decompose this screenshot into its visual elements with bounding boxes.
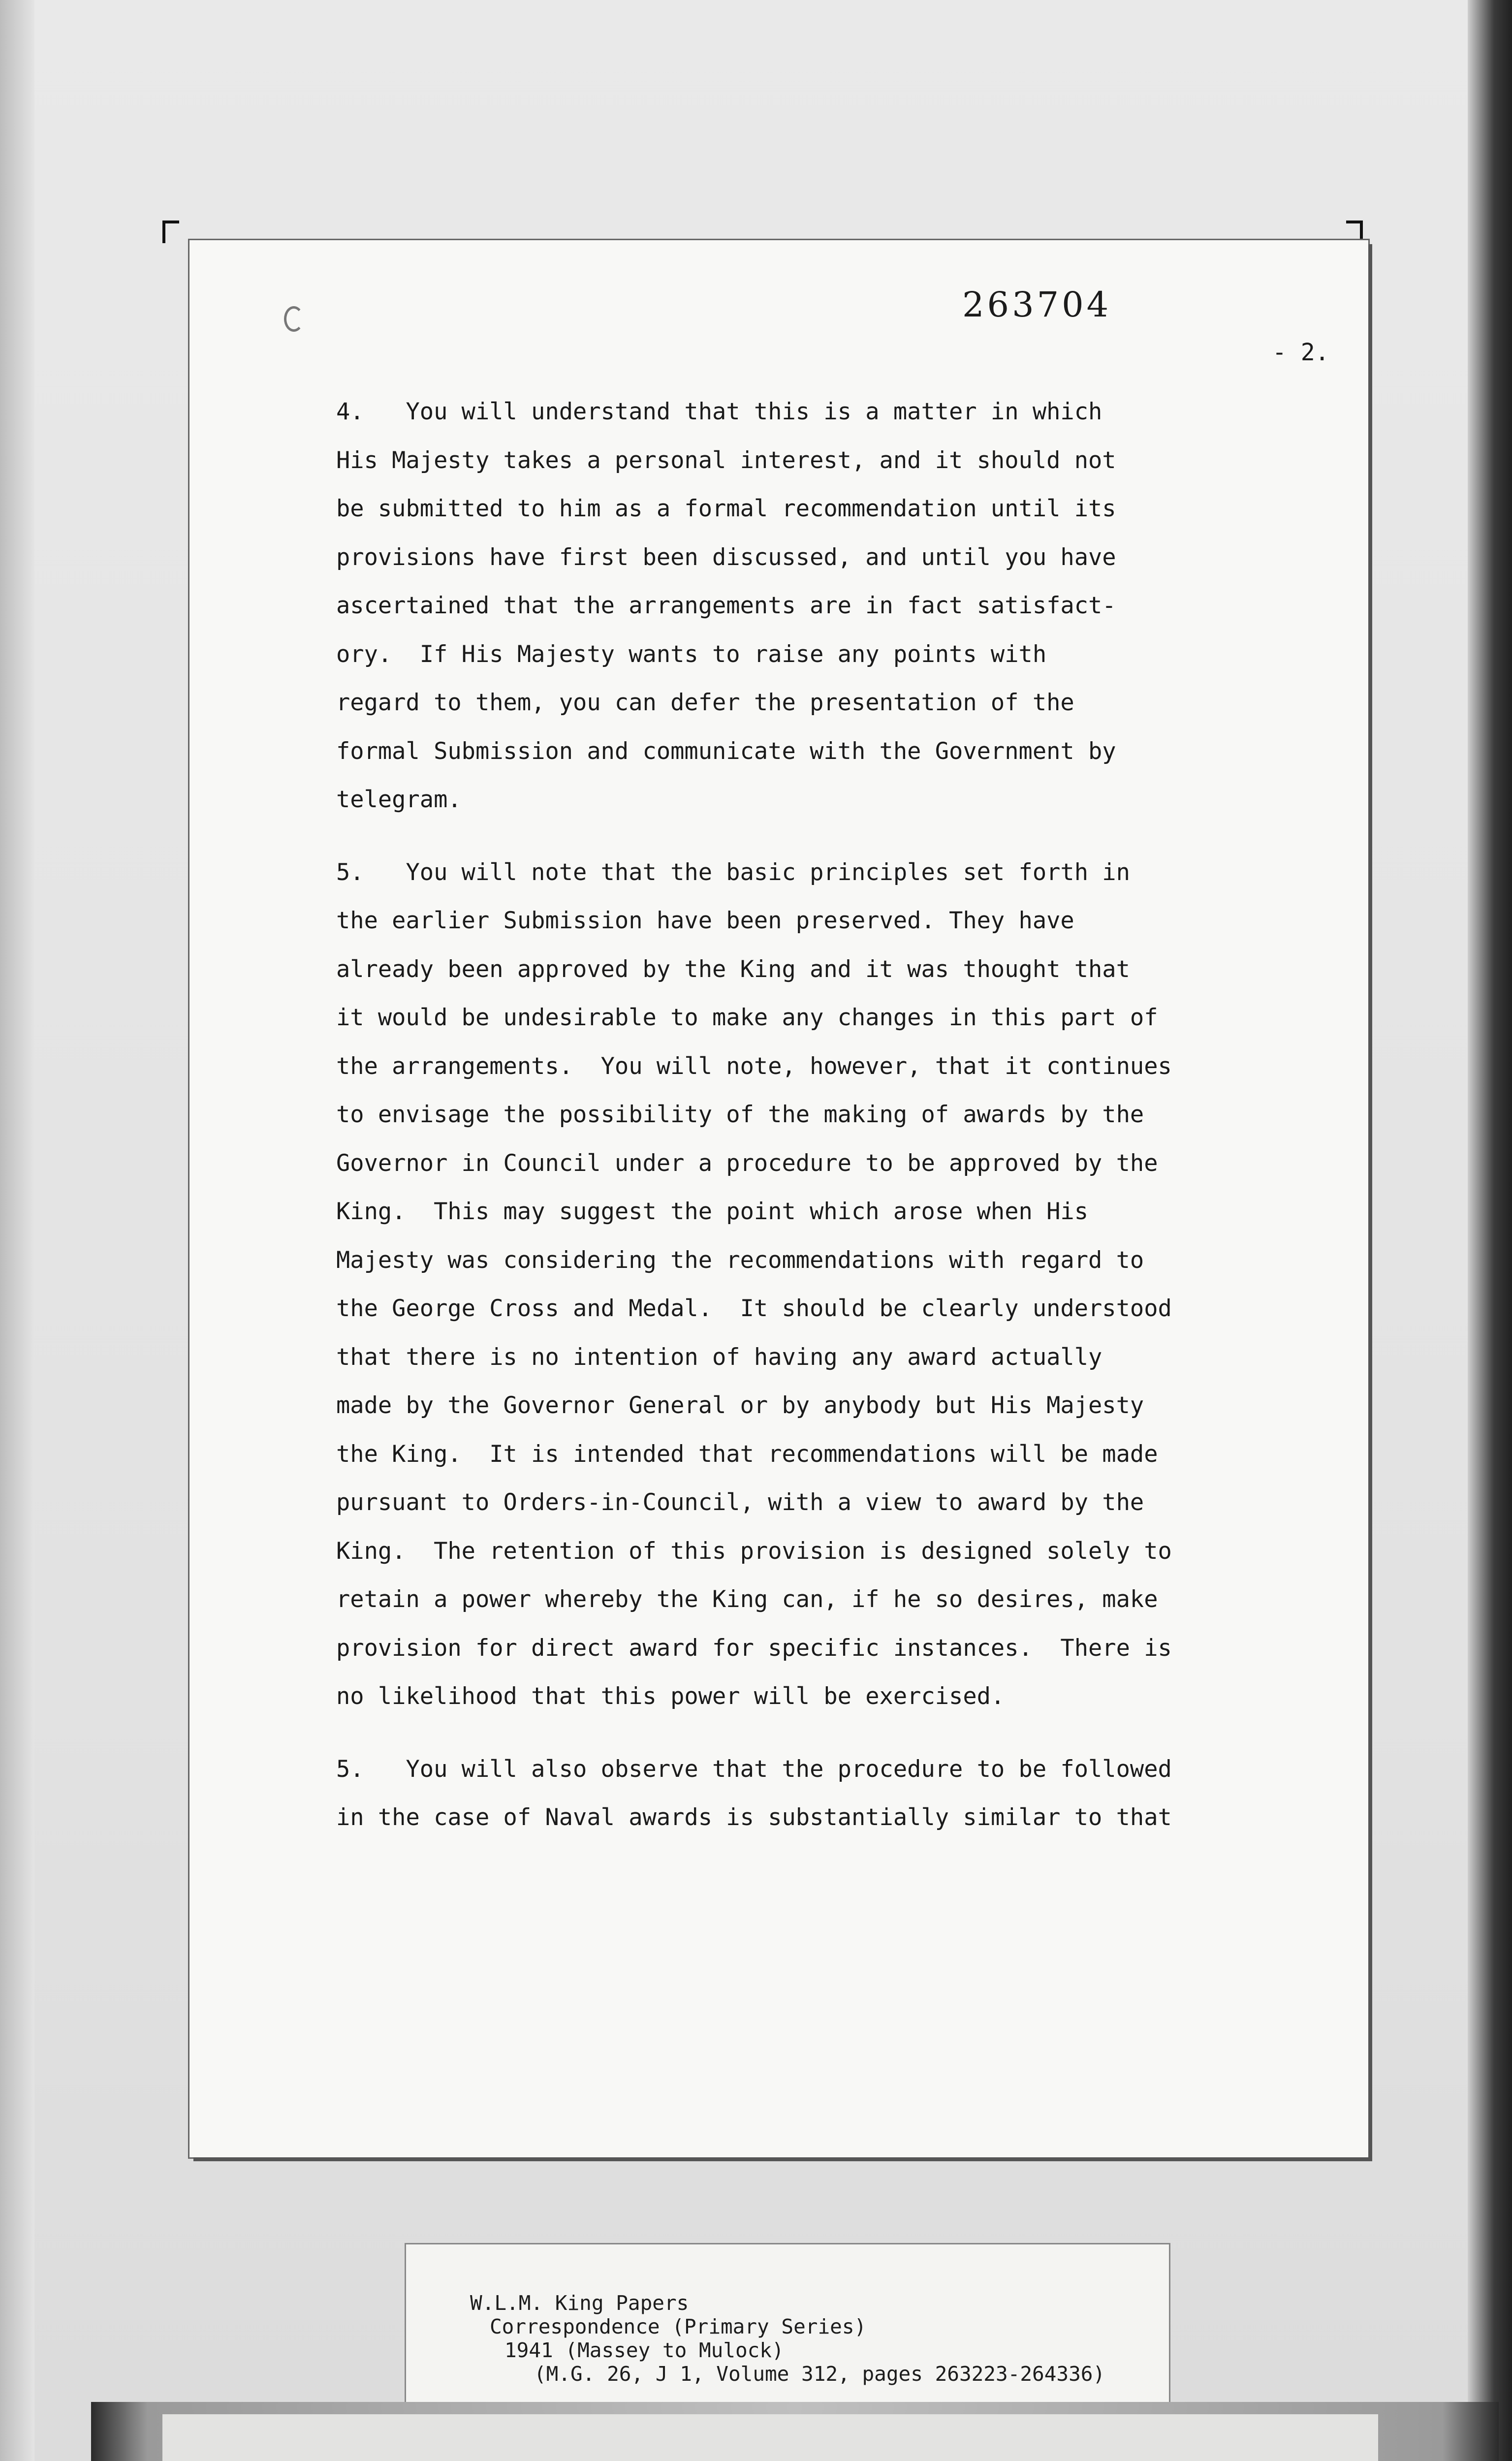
text-line: in the case of Naval awards is substantially similar to that: [336, 1804, 1172, 1831]
text-line: provisions have first been discussed, and until you have: [336, 543, 1116, 571]
text-line: formal Submission and communicate with the Government by: [336, 737, 1116, 765]
text-line: 4. You will understand that this is a matter in which: [336, 398, 1102, 425]
text-line: already been approved by the King and it was thought that: [336, 955, 1130, 983]
text-line: regard to them, you can defer the presentation of the: [336, 689, 1074, 716]
text-line: 5. You will note that the basic principles set forth in: [336, 858, 1130, 886]
paragraph-5: [336, 849, 1345, 1721]
text-line: Governor in Council under a procedure to be approved by the: [336, 1149, 1158, 1177]
film-edge-left: [0, 0, 34, 2461]
text-line: His Majesty takes a personal interest, and it should not: [336, 446, 1116, 474]
archives-banner: [162, 2414, 1378, 2461]
text-line: the earlier Submission have been preserved. They have: [336, 907, 1074, 934]
text-line: provision for direct award for specific instances. There is: [336, 1634, 1172, 1662]
film-edge-right: [1468, 0, 1512, 2461]
text-line: pursuant to Orders-in-Council, with a view to award by the: [336, 1489, 1144, 1516]
text-line: ory. If His Majesty wants to raise any points with: [336, 640, 1047, 668]
text-line: King. The retention of this provision is designed solely to: [336, 1537, 1172, 1565]
label-line-year: 1941 (Massey to Mulock): [504, 2338, 784, 2362]
corner-bracket-left: [162, 221, 179, 243]
text-line: Majesty was considering the recommendations with regard to: [336, 1246, 1144, 1274]
text-line: the arrangements. You will note, however, that it continues: [336, 1052, 1172, 1080]
label-line-reference: (M.G. 26, J 1, Volume 312, pages 263223-264336): [534, 2362, 1105, 2386]
text-line: the George Cross and Medal. It should be clearly understood: [336, 1295, 1172, 1322]
paragraph-4: [336, 388, 1345, 824]
page-marker: - 2.: [1272, 339, 1329, 366]
label-line-series: Correspondence (Primary Series): [490, 2315, 867, 2338]
text-line: to envisage the possibility of the making of awards by the: [336, 1101, 1144, 1128]
text-line: King. This may suggest the point which arose when His: [336, 1198, 1089, 1225]
text-line: retain a power whereby the King can, if he so desires, make: [336, 1586, 1158, 1613]
letter-body: [336, 388, 1345, 1842]
document-page: [189, 240, 1368, 2157]
text-line: 5. You will also observe that the procedure to be followed: [336, 1755, 1172, 1783]
text-line: made by the Governor General or by anybody but His Majesty: [336, 1392, 1144, 1419]
text-line: the King. It is intended that recommendations will be made: [336, 1440, 1158, 1468]
paragraph-5-second: [336, 1745, 1345, 1842]
punch-hole-mark: [284, 306, 304, 332]
text-line: telegram.: [336, 786, 462, 813]
text-line: that there is no intention of having any award actually: [336, 1343, 1102, 1371]
document-number: 263704: [962, 284, 1112, 325]
text-line: it would be undesirable to make any changes in this part of: [336, 1004, 1158, 1031]
text-line: be submitted to him as a formal recommendation until its: [336, 495, 1116, 522]
text-line: no likelihood that this power will be exercised.: [336, 1683, 1005, 1710]
label-line-collection: W.L.M. King Papers: [470, 2291, 689, 2315]
text-line: ascertained that the arrangements are in fact satisfact-: [336, 592, 1116, 619]
archive-reference-label: [406, 2244, 1169, 2407]
